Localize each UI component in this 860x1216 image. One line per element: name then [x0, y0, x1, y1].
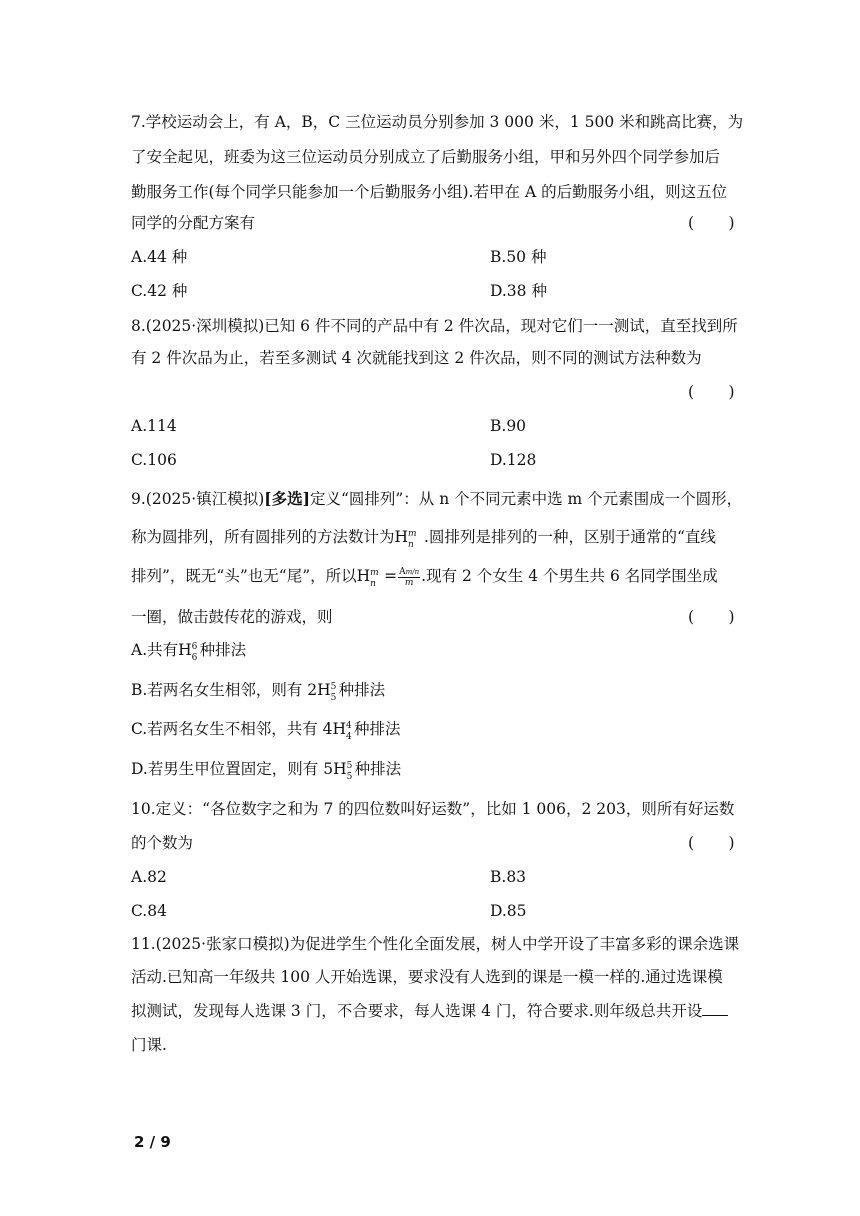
q7-option-a: A.44 种: [131, 248, 188, 266]
q9-line-2-pre: 称为圆排列，所有圆排列的方法数计为H: [131, 528, 409, 546]
q11-line-3-text: 拟测试，发现每人选课 3 门，不合要求，每人选课 4 门，符合要求.则年级总共开设: [131, 1002, 703, 1020]
q9-option-b-post: 种排法: [338, 681, 386, 699]
q11-line-4: 门课.: [131, 1036, 167, 1054]
q9-option-b-index: 5 5: [330, 682, 337, 703]
q9-h-def-sub: m n: [370, 568, 379, 589]
q9-multi-select-tag: [多选]: [264, 489, 310, 508]
q9-option-c-pre: C.若两名女生不相邻，共有 4H: [131, 720, 347, 738]
page-number: 2 / 9: [134, 1133, 171, 1151]
q10-line-2: 的个数为: [131, 834, 194, 852]
q11-line-1: 11.(2025·张家口模拟)为促进学生个性化全面发展，树人中学开设了丰富多彩的课余选课: [131, 935, 740, 953]
q9-option-a-pre: A.共有H: [131, 641, 192, 659]
q8-answer-paren: ( ): [688, 383, 735, 401]
q8-option-b: B.90: [490, 417, 527, 435]
q11-answer-blank: [702, 1001, 728, 1016]
q10-answer-paren: ( ): [688, 834, 735, 852]
q9-option-c: [131, 719, 401, 742]
q11-line-3: [131, 1001, 728, 1021]
q7-line-2: 了安全起见，班委为这三位运动员分别成立了后勤服务小组，甲和另外四个同学参加后: [131, 148, 721, 166]
q7-option-b: B.50 种: [490, 248, 547, 266]
q9-line-1-text: 定义“圆排列”：从 n 个不同元素中选 m 个元素围成一个圆形，: [309, 490, 743, 508]
q7-option-d: D.38 种: [490, 282, 547, 300]
q9-line-3: [131, 566, 718, 588]
q10-option-c: C.84: [131, 902, 167, 920]
q9-equals: =: [384, 567, 398, 585]
q9-line-2-post: .圆排列是排列的一种，区别于通常的“直线: [424, 528, 716, 546]
q9-line-3-pre: 排列”，既无“头”也无“尾”，所以H: [131, 567, 371, 585]
q11-line-2: 活动.已知高一年级共 100 人开始选课，要求没有人选到的课是一模一样的.通过选课模: [131, 968, 723, 986]
q9-option-d: [131, 759, 402, 782]
q10-option-a: A.82: [131, 868, 167, 886]
q10-option-b: B.83: [490, 868, 527, 886]
q9-h-notation: m n: [408, 529, 417, 550]
q7-option-c: C.42 种: [131, 282, 188, 300]
q9-option-b-pre: B.若两名女生相邻，则有 2H: [131, 681, 331, 699]
q7-answer-paren: ( ): [688, 214, 735, 232]
q9-option-a-index: 6 6: [191, 642, 198, 663]
q8-option-d: D.128: [490, 451, 537, 469]
q9-option-a: [131, 640, 247, 663]
q9-option-a-post: 种排法: [199, 641, 247, 659]
q9-line-1: [131, 489, 742, 509]
q9-option-b: [131, 680, 386, 703]
q9-line-3-post: .现有 2 个女生 4 个男生共 6 名同学围坐成: [421, 567, 718, 585]
q9-option-d-index: 5 5: [346, 761, 353, 782]
q8-line-2: 有 2 件次品为止，若至多测试 4 次就能找到这 2 件次品，则不同的测试方法种数为: [131, 349, 702, 367]
q9-source: 9.(2025·镇江模拟): [131, 490, 265, 508]
q9-answer-paren: ( ): [688, 608, 735, 626]
q7-line-3: 勤服务工作(每个同学只能参加一个后勤服务小组).若甲在 A 的后勤服务小组，则这五位: [131, 183, 728, 201]
q9-line-4: 一圈，做击鼓传花的游戏，则: [131, 608, 333, 626]
q10-line-1: 10.定义：“各位数字之和为 7 的四位数叫好运数”，比如 1 006，2 203，则所有好运数: [131, 800, 735, 818]
q9-line-2: [131, 527, 716, 550]
q7-line-1: 7.学校运动会上，有 A，B，C 三位运动员分别参加 3 000 米，1 500 米和跳高比赛，为: [131, 113, 744, 131]
q8-option-c: C.106: [131, 451, 177, 469]
q8-option-a: A.114: [131, 417, 177, 435]
q8-line-1: 8.(2025·深圳模拟)已知 6 件不同的产品中有 2 件次品，现对它们一一测试，直至找到所: [131, 317, 738, 335]
q9-option-d-pre: D.若男生甲位置固定，则有 5H: [131, 760, 347, 778]
q10-option-d: D.85: [490, 902, 527, 920]
q9-option-c-index: 4 4: [346, 721, 352, 742]
q9-option-d-post: 种排法: [354, 760, 402, 778]
q9-option-c-post: 种排法: [354, 720, 401, 738]
q7-line-4: 同学的分配方案有: [131, 214, 256, 232]
q9-fraction: $\frac{Am/n}{m}$: [399, 566, 420, 588]
